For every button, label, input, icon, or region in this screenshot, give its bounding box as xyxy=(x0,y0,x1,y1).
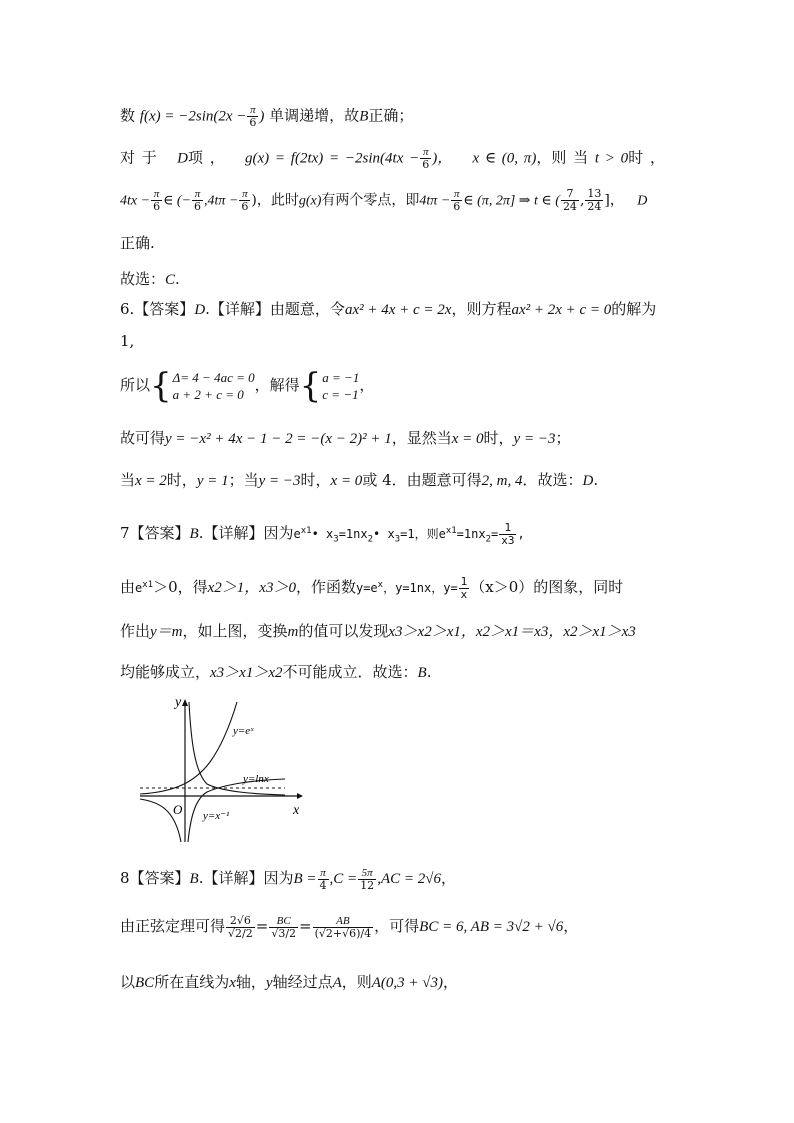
fraction-num: 5π xyxy=(358,867,376,880)
question-6-line-4 xyxy=(120,427,680,450)
curve-exp-label: y=eˣ xyxy=(233,725,254,737)
fraction-den: 12 xyxy=(360,878,375,892)
fraction xyxy=(313,915,374,940)
fraction-num: 7 xyxy=(561,188,579,201)
option-letter: B xyxy=(417,665,427,681)
formula: 4tx − xyxy=(120,193,151,209)
fraction-den: 6 xyxy=(194,200,202,213)
fraction xyxy=(585,188,603,213)
formula: ,C = xyxy=(329,871,358,887)
question-8-line-1 xyxy=(120,864,680,893)
fraction xyxy=(151,188,162,213)
question-7-line-1 xyxy=(120,516,680,554)
answer-label: 7【答案】 xyxy=(120,524,190,542)
text: 轴， xyxy=(235,973,266,991)
option-letter: B xyxy=(189,526,199,542)
equation-system xyxy=(322,369,359,403)
formula: x = 2 xyxy=(135,473,167,489)
formula-part: e xyxy=(135,581,143,595)
text: 当 xyxy=(120,471,136,489)
text: 单调递增，故 xyxy=(269,106,360,125)
text-line-4 xyxy=(120,232,680,254)
formula: A(0,3 + √3) xyxy=(371,975,444,991)
text: .【详解】因为 xyxy=(198,524,294,542)
superscript: x1 xyxy=(142,580,154,590)
brace: { xyxy=(299,366,322,406)
text: ， xyxy=(609,192,624,209)
question-7-line-4 xyxy=(120,661,680,684)
fraction-num: π xyxy=(420,146,431,159)
fraction xyxy=(459,576,470,601)
fraction xyxy=(269,915,298,940)
fraction xyxy=(358,867,376,892)
text: 故选： xyxy=(120,270,166,288)
equation-system xyxy=(173,369,255,403)
formula-part: • x xyxy=(311,527,334,541)
subscript: 3 xyxy=(394,534,401,545)
fraction xyxy=(561,188,579,213)
formula: ax² + 2x + c = 0 xyxy=(511,302,612,318)
formula-part: =1，则 xyxy=(400,527,439,541)
text: 轴经过点 xyxy=(272,973,333,991)
formula: ,AC = 2√6 xyxy=(377,871,441,887)
text: 对 于 xyxy=(120,148,157,167)
formula: )， xyxy=(432,150,453,167)
text: 所以 xyxy=(120,376,151,394)
fraction-num: 13 xyxy=(587,187,602,200)
text: ；当 xyxy=(228,471,259,489)
fraction-den: 6 xyxy=(153,200,161,213)
text: ，则 xyxy=(341,973,372,991)
formula-part: =1nx xyxy=(456,527,486,541)
equation: Δ= 4 − 4ac = 0 xyxy=(172,370,255,385)
formula-part: , xyxy=(517,527,525,541)
formula-part: = xyxy=(490,527,499,541)
text-line-2 xyxy=(120,146,680,171)
fraction-num: π xyxy=(151,188,162,201)
text: 的解为 xyxy=(611,300,657,318)
text: ，如上图，变换 xyxy=(182,622,288,640)
text: . xyxy=(593,471,599,489)
curve-exp xyxy=(140,702,237,794)
text: ] xyxy=(604,192,610,209)
y-axis-label: y xyxy=(175,695,182,710)
text: .【详解】由题意，令 xyxy=(205,300,345,318)
fraction xyxy=(192,188,203,213)
question-7-line-3 xyxy=(120,620,680,643)
origin-label: O xyxy=(173,802,183,817)
formula: BC xyxy=(135,975,155,991)
text: ＞0，得 xyxy=(153,578,208,596)
fraction xyxy=(451,188,462,213)
fraction xyxy=(226,915,255,940)
text: 以 xyxy=(120,973,136,991)
fraction-den: 6 xyxy=(249,116,257,129)
answer-label: 8【答案】 xyxy=(120,869,190,887)
formula: x ∈ (0, π) xyxy=(472,150,537,167)
text: 时， xyxy=(166,471,197,489)
fraction-den: x xyxy=(460,588,468,601)
text: 由 xyxy=(120,578,136,596)
formula: ) xyxy=(259,108,265,125)
fraction-num: π xyxy=(192,188,203,201)
text: .【详解】因为 xyxy=(198,869,294,887)
formula: 4tπ − xyxy=(419,193,451,209)
superscript: x xyxy=(377,580,384,590)
question-8-line-3 xyxy=(120,971,680,994)
text: 时， xyxy=(300,471,331,489)
text: 正确； xyxy=(368,106,414,125)
text: 有两个零点，即 xyxy=(321,192,420,209)
text: ．故选： xyxy=(522,471,583,489)
formula: t > 0 xyxy=(594,150,629,167)
fraction-num: 1 xyxy=(499,522,516,535)
text: 由正弦定理可得 xyxy=(120,917,226,935)
fraction-num: π xyxy=(247,104,258,117)
text: = xyxy=(299,917,312,935)
formula: B = xyxy=(293,871,317,887)
option-letter: B xyxy=(189,871,199,887)
answer-label: 6.【答案】 xyxy=(120,300,195,318)
formula: y＝m xyxy=(150,624,183,640)
text: 时 ， xyxy=(628,148,665,167)
formula-part: y=e xyxy=(355,581,378,595)
fraction-num: 2√6 xyxy=(226,915,255,928)
option-letter: C xyxy=(165,272,176,288)
formula: ,4tπ − xyxy=(204,193,239,209)
question-8-line-2 xyxy=(120,902,680,951)
formula xyxy=(355,575,470,601)
superscript: x1 xyxy=(300,526,312,536)
formula: x3＞x2＞x1，x2＞x1＝x3，x2＞x1＞x3 xyxy=(388,624,636,640)
function-graph-figure xyxy=(135,692,310,852)
text: ，作函数 xyxy=(295,578,356,596)
fraction xyxy=(247,104,258,129)
text: 作出 xyxy=(120,622,151,640)
fraction-num: 1 xyxy=(460,575,468,588)
formula: f(x) = −2sin(2x − xyxy=(139,108,247,125)
text: 不可能成立．故选： xyxy=(282,663,418,681)
formula: m xyxy=(287,624,299,640)
formula-part: e xyxy=(293,527,301,541)
option-letter: D xyxy=(194,302,206,318)
option-letter: D xyxy=(177,150,188,167)
fraction-num: π xyxy=(318,867,329,880)
option-letter: D xyxy=(637,193,648,209)
curve-inv-label: y=x⁻¹ xyxy=(203,810,230,822)
text-line-3 xyxy=(120,188,680,213)
formula: y = −3 xyxy=(513,431,556,447)
text: 的值可以发现 xyxy=(298,622,389,640)
question-7-line-2 xyxy=(120,570,680,603)
text: ，可得 xyxy=(374,917,420,935)
equation: c = −1 xyxy=(322,387,359,402)
text: 数 xyxy=(120,106,136,125)
formula-part: =1nx xyxy=(338,527,368,541)
text: 均能够成立， xyxy=(120,663,211,681)
curve-inv-upper xyxy=(189,702,285,795)
fraction-num: π xyxy=(239,188,250,201)
fraction xyxy=(239,188,250,213)
equation: a = −1 xyxy=(322,370,360,385)
fraction xyxy=(499,522,516,547)
text: ； xyxy=(555,429,571,447)
text: )，此时 xyxy=(251,192,299,209)
text: ，则方程 xyxy=(451,300,512,318)
fraction-den: 6 xyxy=(453,200,461,213)
text: ， xyxy=(563,917,579,935)
formula: ax² + 4x + c = 2x xyxy=(344,302,452,318)
formula-part: ，y=1nx，y= xyxy=(383,581,458,595)
superscript: x1 xyxy=(445,526,457,536)
equation: a + 2 + c = 0 xyxy=(172,387,244,402)
text: （x＞0）的图象，同时 xyxy=(470,578,624,596)
formula: y = −x² + 4x − 1 − 2 = −(x − 2)² + 1 xyxy=(165,431,392,447)
text: 正确. xyxy=(120,234,155,252)
text: . xyxy=(426,663,432,681)
text: 项 ， xyxy=(187,148,225,167)
formula-part: • x xyxy=(373,527,395,541)
formula: y xyxy=(265,975,273,991)
formula: g(x) xyxy=(298,193,322,209)
formula: x3＞x1＞x2 xyxy=(210,665,283,681)
fraction xyxy=(420,146,431,171)
text: ， xyxy=(440,869,456,887)
text: ，显然当 xyxy=(391,429,452,447)
question-6-line-1 xyxy=(120,298,680,321)
brace: { xyxy=(150,366,172,406)
question-6-line-2 xyxy=(120,330,680,352)
text: ，则 当 xyxy=(536,148,589,167)
text: , xyxy=(579,192,585,209)
text-line-5 xyxy=(120,268,680,291)
y-axis-arrow xyxy=(182,699,188,706)
text: 或 4．由题意可得 xyxy=(362,471,482,489)
text: 1, xyxy=(120,332,135,350)
formula xyxy=(293,521,525,547)
text: = xyxy=(255,917,269,935)
text: 故可得 xyxy=(120,429,166,447)
formula: x = 0 xyxy=(451,431,484,447)
formula: A xyxy=(332,975,342,991)
fraction-den: √2/2 xyxy=(228,926,253,940)
text: . xyxy=(175,270,180,288)
x-axis-label: x xyxy=(293,803,300,818)
text: 时， xyxy=(483,429,514,447)
fraction xyxy=(318,867,329,892)
fraction-den: 6 xyxy=(241,200,249,213)
subscript: 2 xyxy=(485,534,491,545)
option-letter: D xyxy=(582,473,594,489)
text: 所在直线为 xyxy=(154,973,230,991)
fraction-den: 4 xyxy=(319,878,327,892)
fraction-den: 24 xyxy=(562,200,577,213)
x-axis-arrow xyxy=(297,793,303,799)
subscript: 2 xyxy=(367,534,374,545)
formula-part: e xyxy=(438,527,446,541)
formula: BC = 6, AB = 3√2 + √6 xyxy=(419,919,564,935)
fraction-den: 24 xyxy=(587,200,602,213)
formula: x xyxy=(229,975,236,991)
text: ， xyxy=(359,376,375,394)
fraction-den: √3/2 xyxy=(271,926,297,940)
formula: y = 1 xyxy=(196,473,229,489)
fraction-num: AB xyxy=(313,915,374,928)
fraction-num: BC xyxy=(269,915,298,928)
formula: x = 0 xyxy=(330,473,363,489)
text-line-1 xyxy=(120,104,680,129)
fraction-den: 6 xyxy=(422,158,430,171)
formula: ∈ (π, 2π] ⇒ t ∈ ( xyxy=(463,193,560,209)
formula: y = −3 xyxy=(258,473,301,489)
option-letter: B xyxy=(359,108,369,125)
formula: ∈ (− xyxy=(163,193,192,209)
question-6-line-3 xyxy=(120,366,680,404)
question-6-line-5 xyxy=(120,469,680,492)
subscript: 3 xyxy=(333,534,339,545)
fraction-den: (√2+√6)/4 xyxy=(314,926,372,940)
formula: x2＞1，x3＞0 xyxy=(207,580,296,596)
curve-ln-label: y=lnx xyxy=(243,773,269,785)
text: ，解得 xyxy=(254,376,300,394)
fraction-den: x3 xyxy=(501,534,515,547)
formula: g(x) = f(2tx) = −2sin(4tx − xyxy=(245,150,420,167)
graph-svg xyxy=(135,692,310,852)
text: ， xyxy=(443,973,459,991)
formula: 2, m, 4 xyxy=(481,473,523,489)
fraction-num: π xyxy=(451,188,462,201)
formula xyxy=(135,581,153,595)
